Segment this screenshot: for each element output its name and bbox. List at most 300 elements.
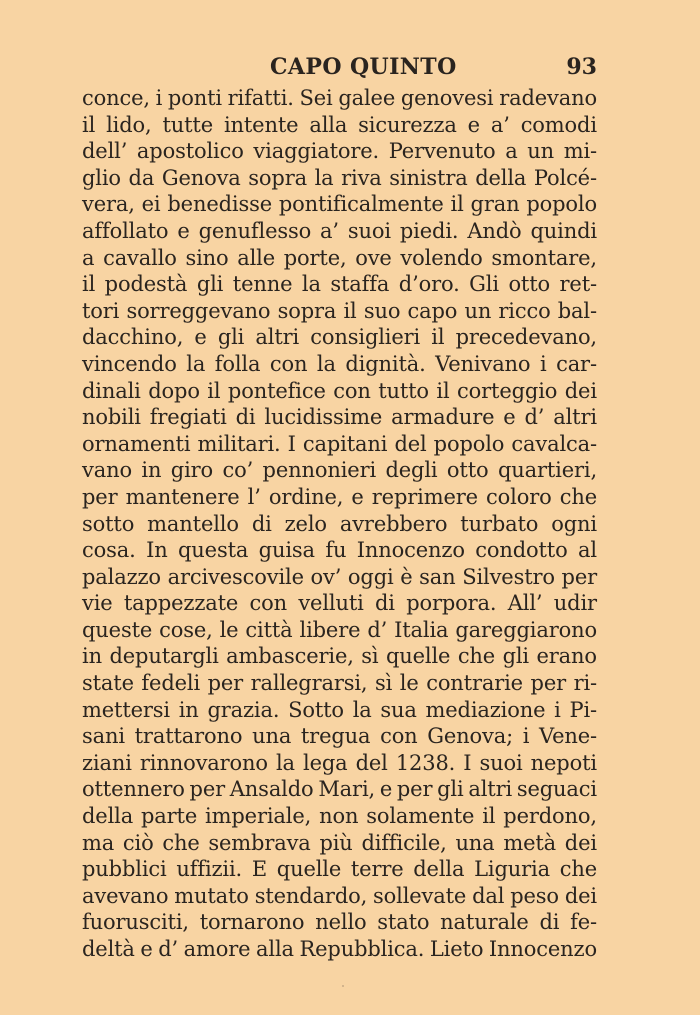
word: gli <box>437 777 464 802</box>
word: Mari, <box>318 777 376 802</box>
word: armadure <box>391 405 495 430</box>
word: mettersi <box>82 697 170 722</box>
word: state <box>82 671 134 696</box>
word: Pervenuto <box>388 139 496 164</box>
word: consiglieri <box>310 325 421 350</box>
word: il <box>82 272 96 297</box>
text-line <box>82 776 597 803</box>
word: al <box>578 538 597 563</box>
word: sopra <box>248 165 307 190</box>
word: per <box>396 777 433 802</box>
word: il <box>207 378 221 403</box>
word: vera, <box>82 192 135 217</box>
word: galee <box>338 86 396 110</box>
word: I <box>287 431 296 456</box>
text-line <box>82 564 597 591</box>
word: nobili <box>82 405 141 430</box>
word: Sotto <box>288 697 344 722</box>
word: quelle <box>276 857 342 882</box>
word: nello <box>315 910 367 935</box>
text-line <box>82 803 597 830</box>
word: del <box>355 750 388 775</box>
word: naturale <box>440 910 529 935</box>
text-line <box>82 324 597 351</box>
word: fuorusciti, <box>82 910 189 935</box>
word: in <box>178 697 199 722</box>
word: dei <box>564 883 597 908</box>
word: Genova <box>161 165 241 190</box>
word: volendo <box>400 245 483 270</box>
word: arcivescovile <box>167 564 304 589</box>
word: quelle <box>385 644 451 669</box>
word: podestà <box>104 272 188 297</box>
word: reprimere <box>371 484 478 509</box>
word: Silvestro <box>462 564 555 589</box>
word: dinali <box>82 378 141 403</box>
word: capitani <box>302 431 388 456</box>
word: gareggiarono <box>455 617 597 642</box>
word: i <box>539 351 547 376</box>
word: dei <box>564 830 597 855</box>
word: d’ <box>524 405 545 430</box>
word: mantello <box>147 511 239 536</box>
word: otto <box>508 272 551 297</box>
word: tregua <box>300 724 371 749</box>
word: gli <box>217 325 245 350</box>
word: tenne <box>232 272 293 297</box>
word: viaggiatore. <box>253 139 380 164</box>
word: avevano <box>82 883 169 908</box>
word: con <box>333 378 371 403</box>
word: benedisse <box>167 192 273 217</box>
word: ri- <box>573 671 597 696</box>
word: città <box>245 617 293 642</box>
word: della <box>82 804 134 829</box>
word: dal <box>472 883 505 908</box>
word: i <box>155 86 163 110</box>
word: quindi <box>530 218 597 243</box>
word: il <box>436 378 450 403</box>
text-line <box>82 298 597 325</box>
word: affollato <box>82 218 169 243</box>
word: di <box>235 405 256 430</box>
word: pontificalmente <box>278 192 444 217</box>
word: suoi <box>479 750 523 775</box>
text-line <box>82 750 597 777</box>
word: dignità. <box>345 351 426 376</box>
word: rinnovarono <box>139 750 268 775</box>
word: oggi <box>347 564 394 589</box>
word: perdono, <box>503 804 597 829</box>
word: rallegrarsi, <box>250 671 368 696</box>
word: mediazione <box>425 697 546 722</box>
word: Gli <box>469 272 499 297</box>
word: capo <box>407 298 458 323</box>
word: glio <box>82 165 121 190</box>
word: sembrava <box>208 830 311 855</box>
word: ma <box>82 830 115 855</box>
word: che <box>559 857 597 882</box>
word: per <box>561 564 597 589</box>
word: e <box>351 484 364 509</box>
word: turbato <box>460 511 539 536</box>
word: parte <box>141 804 198 829</box>
word: per <box>207 671 244 696</box>
word: san <box>419 564 456 589</box>
word: a’ <box>490 112 510 137</box>
text-line <box>82 351 597 378</box>
word: gli <box>502 644 530 669</box>
word: per <box>189 777 226 802</box>
word: ornamenti <box>82 431 191 456</box>
word: a’ <box>320 218 339 243</box>
word: sicurezza <box>358 112 457 137</box>
word: alla <box>256 937 294 961</box>
body-text <box>82 85 597 963</box>
word: questa <box>178 538 249 563</box>
word: militari. <box>197 431 281 456</box>
text-line <box>82 431 597 458</box>
word: Ansaldo <box>229 777 314 802</box>
word: libere <box>299 617 361 642</box>
word: la <box>301 272 321 297</box>
word: fedeli <box>141 671 201 696</box>
word: 1238. <box>395 750 456 775</box>
word: di <box>375 591 395 616</box>
word: genovesi <box>400 86 494 110</box>
word: deputargli <box>109 644 219 669</box>
word: cavallo <box>103 245 177 270</box>
word: uffizii. <box>176 857 243 882</box>
word: d’oro. <box>398 272 460 297</box>
word: tutto <box>378 378 429 403</box>
word: della <box>413 857 465 882</box>
word: cavalca- <box>511 431 597 456</box>
word: la <box>314 165 334 190</box>
page-header <box>82 54 597 82</box>
text-line <box>82 643 597 670</box>
word: imperiale, <box>205 804 312 829</box>
text-line <box>82 165 597 192</box>
word: in <box>82 644 102 669</box>
word: conce, <box>82 86 150 110</box>
word: Innocenzo <box>356 538 465 563</box>
word: apostolico <box>136 139 244 164</box>
text-line <box>82 723 597 750</box>
word: terre <box>350 857 404 882</box>
word: che <box>559 484 597 509</box>
text-line <box>82 936 597 963</box>
word: di <box>539 910 560 935</box>
word: che <box>162 830 200 855</box>
word: solamente <box>366 804 475 829</box>
word: co’ <box>222 458 254 483</box>
word: sorreggevano <box>126 298 271 323</box>
word: ziani <box>82 750 132 775</box>
word: dell’ <box>82 139 128 164</box>
word: zelo <box>284 511 327 536</box>
word: il <box>343 298 357 323</box>
word: la <box>186 351 206 376</box>
word: sì <box>375 671 393 696</box>
word: piedi. <box>399 218 459 243</box>
word: Italia <box>394 617 449 642</box>
word: sani <box>82 724 125 749</box>
word: da <box>128 165 155 190</box>
word: gli <box>196 272 224 297</box>
word: lucidissime <box>264 405 383 430</box>
word: popolo <box>433 431 505 456</box>
word: peso <box>510 883 559 908</box>
word: della <box>475 165 527 190</box>
text-line <box>82 883 597 910</box>
text-line <box>82 271 597 298</box>
word: tutte <box>162 112 213 137</box>
word: smontare, <box>491 245 597 270</box>
word: Innocenzo <box>488 937 597 961</box>
word: la <box>275 750 295 775</box>
word: metà <box>503 830 557 855</box>
word: difficile, <box>361 830 447 855</box>
word: fregiati <box>149 405 227 430</box>
word: grazia. <box>207 697 280 722</box>
text-line <box>82 856 597 883</box>
word: i <box>554 697 561 722</box>
word: quartieri, <box>497 458 597 483</box>
word: alle <box>237 245 276 270</box>
word: ambascerie, <box>226 644 354 669</box>
text-line <box>82 697 597 724</box>
word: e <box>467 112 480 137</box>
word: il <box>482 804 496 829</box>
word: folla <box>214 351 261 376</box>
word: ove <box>355 245 392 270</box>
word: ogni <box>551 511 597 536</box>
word: guisa <box>258 538 315 563</box>
word: tornarono <box>199 910 305 935</box>
word: coloro <box>486 484 552 509</box>
word: e <box>379 777 393 802</box>
word: E <box>251 857 268 882</box>
word: d’ <box>367 617 388 642</box>
text-line <box>82 112 597 139</box>
word: queste <box>82 617 153 642</box>
word: palazzo <box>82 564 161 589</box>
word: contrarie <box>426 671 523 696</box>
word: tori <box>82 298 120 323</box>
word: ret- <box>559 272 597 297</box>
word: All’ <box>507 591 543 616</box>
word: cosa. <box>82 538 136 563</box>
word: e <box>503 405 516 430</box>
word: pennonieri <box>262 458 377 483</box>
word: Lieto <box>429 937 484 961</box>
word: Repubblica. <box>299 937 425 961</box>
word: le <box>399 671 419 696</box>
word: ciò <box>122 830 154 855</box>
text-line <box>82 590 597 617</box>
word: d’ <box>158 937 179 961</box>
word: sinistra <box>389 165 468 190</box>
word: Andò <box>467 218 522 243</box>
word: una <box>252 724 292 749</box>
word: suoi <box>347 218 391 243</box>
word: per <box>530 671 566 696</box>
word: tappezzate <box>123 591 239 616</box>
word: stato <box>377 910 430 935</box>
word: Pi- <box>569 697 597 722</box>
word: porpora. <box>406 591 497 616</box>
word: car- <box>556 351 597 376</box>
word: ei <box>141 192 161 217</box>
word: popolo <box>526 192 597 217</box>
word: il <box>82 112 96 137</box>
word: corteggio <box>457 378 558 403</box>
word: un <box>527 139 554 164</box>
word: dei <box>564 378 597 403</box>
word: di <box>251 511 272 536</box>
word: e <box>194 325 207 350</box>
word: bal- <box>557 298 597 323</box>
word: I <box>463 750 472 775</box>
word: l’ <box>247 484 261 509</box>
word: del <box>394 431 427 456</box>
word: in <box>141 458 162 483</box>
page-number: 93 <box>566 54 597 80</box>
word: Polcé- <box>533 165 597 190</box>
word: vano <box>82 458 132 483</box>
word: nepoti <box>530 750 597 775</box>
paper-speck <box>342 985 344 987</box>
word: il <box>431 325 445 350</box>
word: ov’ <box>310 564 342 589</box>
word: Liguria <box>474 857 550 882</box>
word: sotto <box>82 511 135 536</box>
word: seguaci <box>516 777 597 802</box>
word: degli <box>385 458 438 483</box>
text-line <box>82 245 597 272</box>
word: pubblici <box>82 857 167 882</box>
word: cose, <box>159 617 213 642</box>
word: vie <box>82 591 113 616</box>
running-title: CAPO QUINTO <box>270 54 457 80</box>
word: vincendo <box>82 351 177 376</box>
word: condotto <box>475 538 568 563</box>
word: sollevate <box>373 883 467 908</box>
text-line <box>82 909 597 936</box>
word: porte, <box>283 245 347 270</box>
word: erano <box>536 644 597 669</box>
word: non <box>319 804 359 829</box>
word: sì <box>361 644 379 669</box>
word: precedevano, <box>455 325 597 350</box>
word: e <box>140 937 153 961</box>
text-line <box>82 138 597 165</box>
word: pontefice <box>227 378 326 403</box>
text-line <box>82 670 597 697</box>
word: sino <box>185 245 229 270</box>
text-line <box>82 191 597 218</box>
word: più <box>319 830 353 855</box>
word: fu <box>325 538 347 563</box>
word: Vene- <box>538 724 597 749</box>
text-line <box>82 484 597 511</box>
word: dopo <box>148 378 200 403</box>
word: mutato <box>174 883 249 908</box>
word: le <box>219 617 239 642</box>
text-line <box>82 457 597 484</box>
word: avrebbero <box>339 511 448 536</box>
word: rifatti. <box>227 86 294 110</box>
word: ottennero <box>82 777 185 802</box>
word: Genova; <box>427 724 514 749</box>
word: a <box>82 245 95 270</box>
word: dacchino, <box>82 325 184 350</box>
word: è <box>400 564 413 589</box>
word: comodi <box>520 112 597 137</box>
text-line <box>82 830 597 857</box>
word: alla <box>309 112 348 137</box>
word: suo <box>363 298 401 323</box>
word: che <box>457 644 496 669</box>
word: lega <box>303 750 348 775</box>
word: mi- <box>563 139 597 164</box>
word: la <box>316 351 336 376</box>
word: udir <box>553 591 597 616</box>
word: riva <box>341 165 382 190</box>
word: con <box>380 724 418 749</box>
word: a <box>505 139 518 164</box>
word: In <box>146 538 168 563</box>
word: stendardo, <box>254 883 368 908</box>
word: fe- <box>570 910 597 935</box>
text-line <box>82 378 597 405</box>
word: altri <box>553 405 597 430</box>
word: deltà <box>82 937 135 961</box>
word: ordine, <box>268 484 344 509</box>
word: intente <box>223 112 299 137</box>
word: mantenere <box>125 484 240 509</box>
word: amore <box>183 937 251 961</box>
word: Venivano <box>435 351 531 376</box>
word: sopra <box>277 298 337 323</box>
word: altri <box>255 325 300 350</box>
word: Sei <box>299 86 333 110</box>
word: per <box>82 484 118 509</box>
word: staffa <box>330 272 390 297</box>
text-line <box>82 85 597 112</box>
word: ponti <box>167 86 222 110</box>
word: ricco <box>498 298 551 323</box>
word: genuflesso <box>198 218 312 243</box>
word: la <box>352 697 372 722</box>
word: gran <box>470 192 520 217</box>
word: otto <box>446 458 489 483</box>
text-line <box>82 404 597 431</box>
word: lido, <box>106 112 152 137</box>
word: con <box>249 591 287 616</box>
text-line <box>82 511 597 538</box>
text-line <box>82 617 597 644</box>
word: altri <box>468 777 513 802</box>
word: velluti <box>298 591 364 616</box>
word: i <box>522 724 530 749</box>
word: trattarono <box>134 724 243 749</box>
text-line <box>82 537 597 564</box>
word: radevano <box>499 86 597 110</box>
word: un <box>464 298 492 323</box>
text-line <box>82 218 597 245</box>
